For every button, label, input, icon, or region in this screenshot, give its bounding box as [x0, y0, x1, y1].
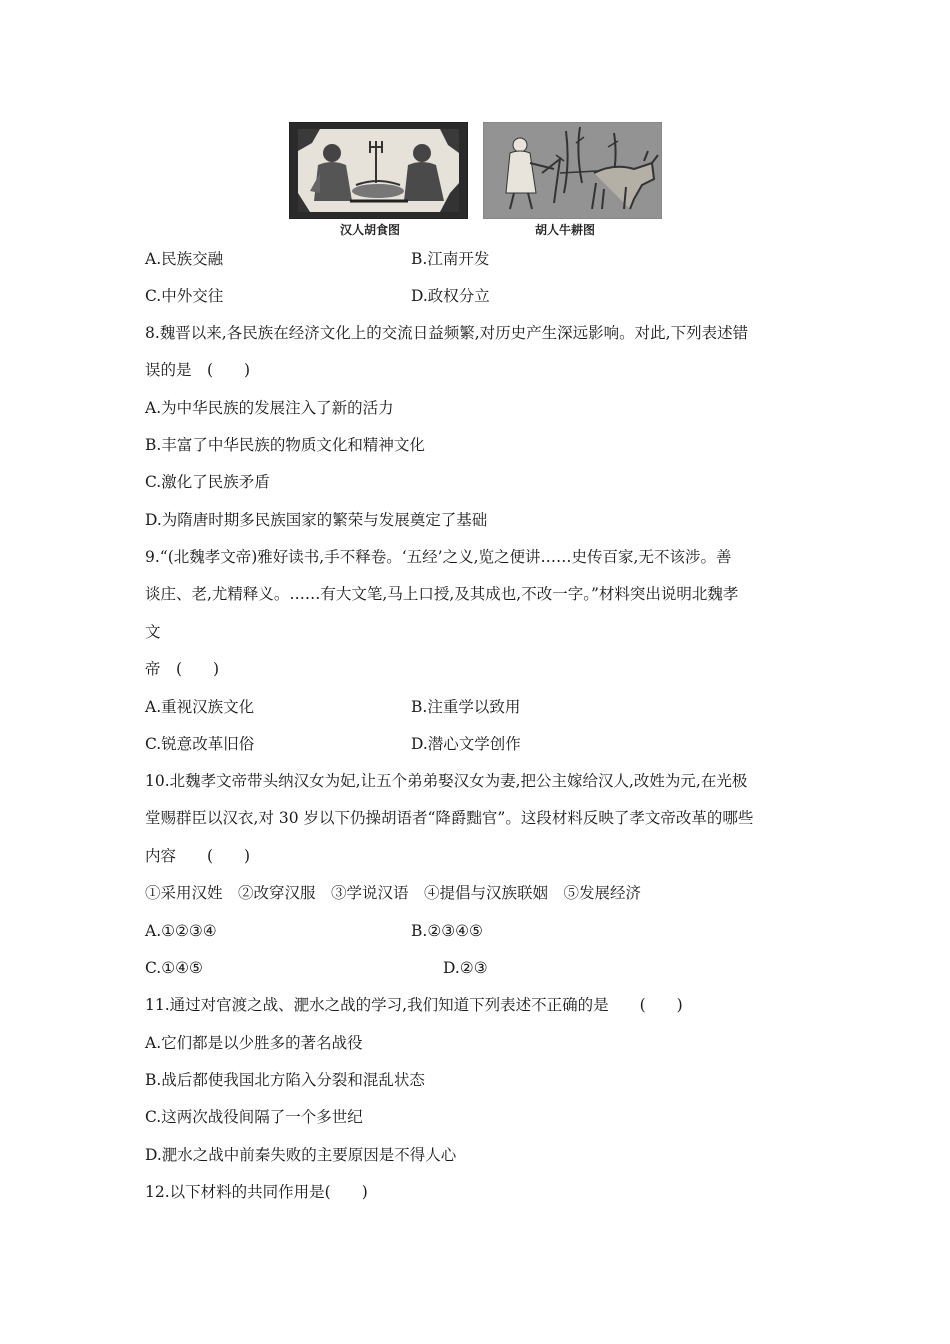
figure-hu-ox-plowing: [483, 122, 662, 219]
q9-option-c: C.锐意改革旧俗: [145, 735, 255, 753]
q10-option-d: D.②③: [443, 959, 488, 977]
hu-ox-plowing-illustration: [484, 123, 661, 218]
q8-stem-line2: 误的是 ( ): [145, 361, 251, 379]
q10-stem-line1: 10.北魏孝文帝带头纳汉女为妃,让五个弟弟娶汉女为妻,把公主嫁给汉人,改姓为元,在光极: [145, 772, 748, 790]
q11-stem: 11.通过对官渡之战、淝水之战的学习,我们知道下列表述不正确的是 ( ): [145, 996, 683, 1014]
figure-caption-right: 胡人牛耕图: [535, 223, 596, 237]
q10-stem-line2: 堂赐群臣以汉衣,对 30 岁以下仍操胡语者“降爵黜官”。这段材料反映了孝文帝改革的哪些: [145, 809, 754, 827]
q12-stem: 12.以下材料的共同作用是( ): [145, 1183, 368, 1201]
q10-stem-line3: 内容 ( ): [145, 847, 251, 865]
figure-han-hu-food: [289, 122, 468, 219]
q11-option-a: A.它们都是以少胜多的著名战役: [145, 1034, 363, 1052]
q11-option-b: B.战后都使我国北方陷入分裂和混乱状态: [145, 1071, 425, 1089]
q8-option-b: B.丰富了中华民族的物质文化和精神文化: [145, 436, 425, 454]
q9-option-b: B.注重学以致用: [411, 698, 521, 716]
q8-option-c: C.激化了民族矛盾: [145, 473, 270, 491]
han-hu-food-illustration: [290, 123, 467, 218]
q9-stem-line4: 帝 ( ): [145, 660, 220, 678]
q7-option-c: C.中外交往: [145, 287, 224, 305]
q10-option-a: A.①②③④: [145, 922, 217, 940]
q10-items: ①采用汉姓 ②改穿汉服 ③学说汉语 ④提倡与汉族联姻 ⑤发展经济: [145, 884, 642, 902]
q7-option-d: D.政权分立: [411, 287, 490, 305]
q8-stem-line1: 8.魏晋以来,各民族在经济文化上的交流日益频繁,对历史产生深远影响。对此,下列表述错: [145, 324, 749, 342]
q10-option-b: B.②③④⑤: [411, 922, 483, 940]
q8-option-d: D.为隋唐时期多民族国家的繁荣与发展奠定了基础: [145, 511, 488, 529]
q7-option-b: B.江南开发: [411, 250, 490, 268]
q11-option-c: C.这两次战役间隔了一个多世纪: [145, 1108, 363, 1126]
q9-option-d: D.潜心文学创作: [411, 735, 521, 753]
q8-option-a: A.为中华民族的发展注入了新的活力: [145, 399, 394, 417]
q7-option-a: A.民族交融: [145, 250, 224, 268]
q9-stem-line1: 9.“(北魏孝文帝)雅好读书,手不释卷。‘五经’之义,览之便讲……史传百家,无不该涉。善: [145, 548, 732, 566]
q9-stem-line3: 文: [145, 623, 161, 641]
q10-option-c: C.①④⑤: [145, 959, 203, 977]
q9-option-a: A.重视汉族文化: [145, 698, 255, 716]
q9-stem-line2: 谈庄、老,尤精释义。……有大文笔,马上口授,及其成也,不改一字。”材料突出说明北魏孝: [145, 585, 739, 603]
q11-option-d: D.淝水之战中前秦失败的主要原因是不得人心: [145, 1146, 457, 1164]
figure-caption-left: 汉人胡食图: [340, 223, 401, 237]
